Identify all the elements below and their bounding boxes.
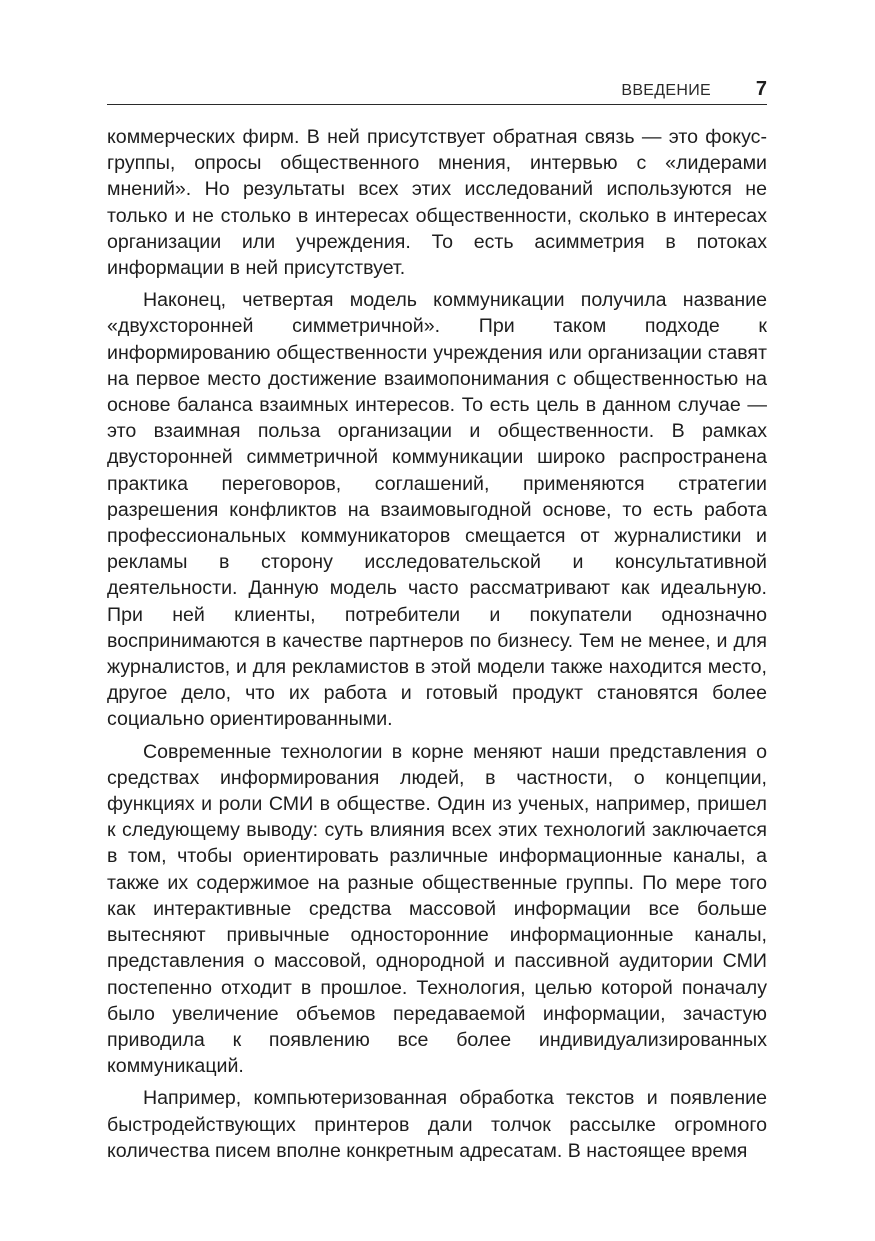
page-number: 7: [755, 78, 767, 100]
paragraph: Наконец, четвертая модель коммуникации получила название «двухсторонней симметричной». При таком подходе к информированию общественности учреждения или организации ставят на первое место достижение взаимопонимания с общественностью на основе баланса взаимных интересов. То есть цель в данном случае — это взаимная польза организации и общественности. В рамках двусторонней симметричной коммуникации широко распространена практика переговоров, соглашений, применяются стратегии разрешения конфликтов на взаимовыгодной основе, то есть работа профессиональных коммуникаторов смещается от журналистики и рекламы в сторону исследовательской и консультативной деятельности. Данную модель часто рассматривают как идеальную. При ней клиенты, потребители и покупатели однозначно воспринимаются в качестве партнеров по бизнесу. Тем не менее, и для журналистов, и для рекламистов в этой модели также находится место, другое дело, что их работа и готовый продукт становятся более социально ориентированными.: [107, 289, 767, 731]
section-title: ВВЕДЕНИЕ: [621, 82, 711, 99]
paragraph: Современные технологии в корне меняют наши представления о средствах информирования людей, в частности, о концепции, функциях и роли СМИ в обществе. Один из ученых, например, пришел к следующему выводу: суть влияния всех этих технологий заключается в том, чтобы ориентировать различные информационные каналы, а также их содержимое на разные общественные группы. По мере того как интерактивные средства массовой информации все больше вытесняют привычные односторонние информационные каналы, представления о массовой, однородной и пассивной аудитории СМИ постепенно отходит в прошлое. Технология, целью которой поначалу было увеличение объемов передаваемой информации, зачастую приводила к появлению все более индивидуализированных коммуникаций.: [107, 740, 767, 1078]
body-text: [107, 124, 767, 1170]
paragraph: коммерческих фирм. В ней присутствует обратная связь — это фокус-группы, опросы общественного мнения, интервью с «лидерами мнений». Но результаты всех этих исследований используются не только и не столько в интересах общественности, сколько в интересах организации или учреждения. То есть асимметрия в потоках информации в ней присутствует.: [107, 126, 767, 280]
paragraph: Например, компьютеризованная обработка текстов и появление быстродействующих принтеров дали толчок рассылке огромного количества писем вполне конкретным адресатам. В настоящее время: [107, 1087, 767, 1162]
running-header: [107, 80, 767, 105]
